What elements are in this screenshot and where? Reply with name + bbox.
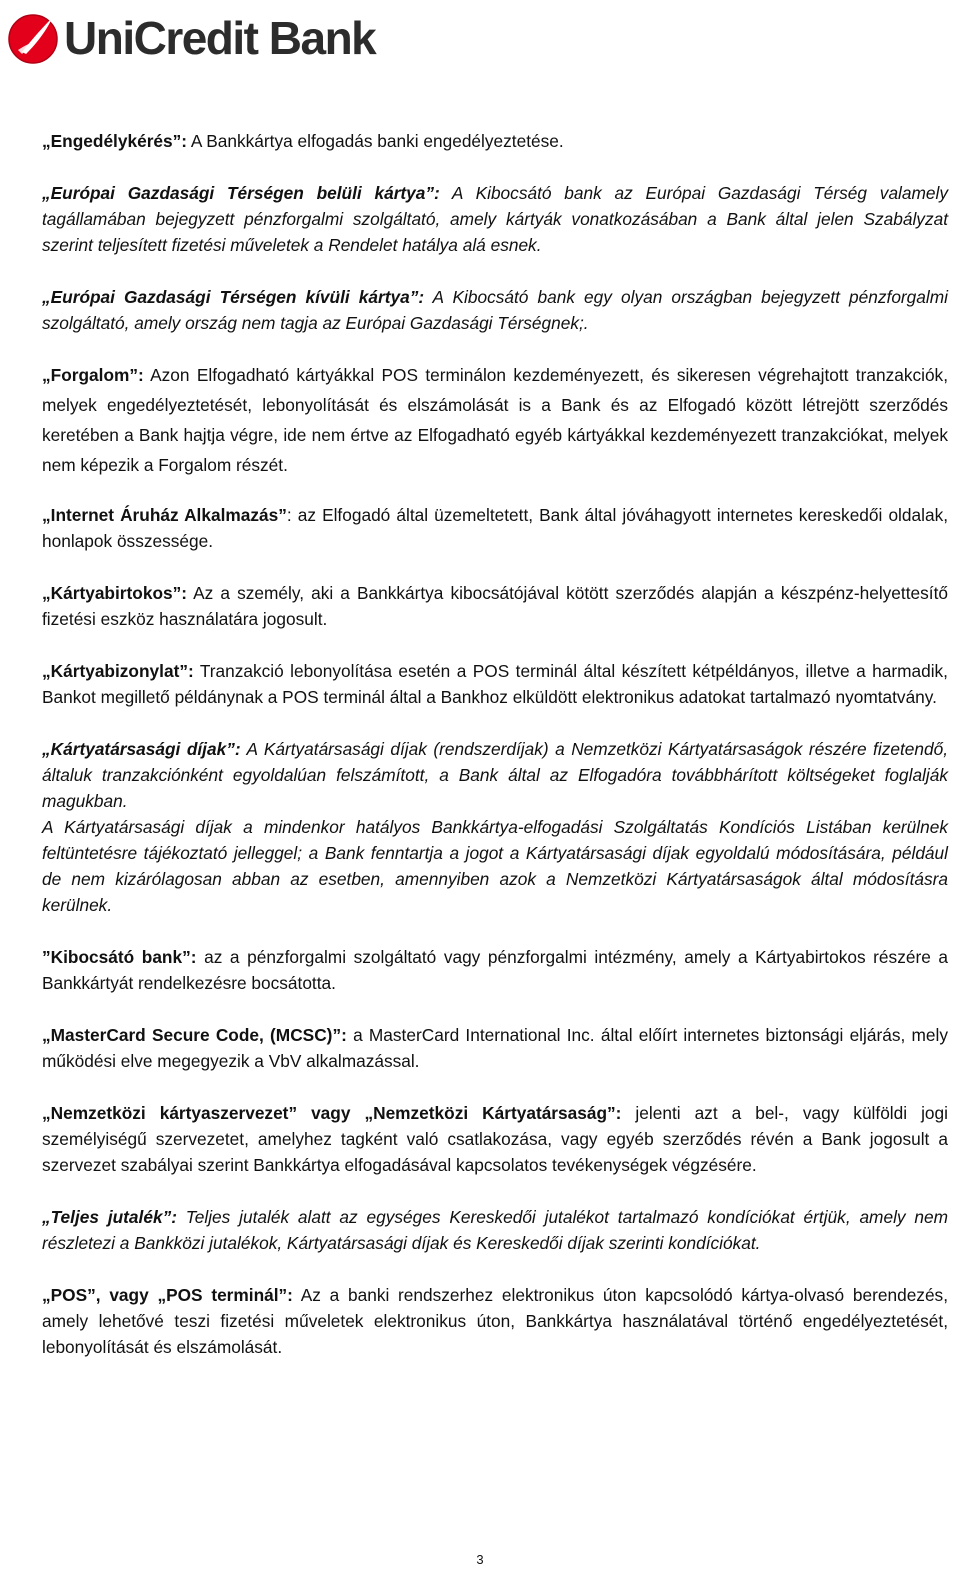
definition-body: A Kártyatársasági díjak (rendszerdíjak) a Nemzetközi Kártyatársaságok részére fizetendő, általuk tranzakciónként egyoldalúan felszámított, a Bank által az Elfogadóra továbbhárított költségeket foglalják magukban. bbox=[42, 739, 948, 811]
definition-body: A Kibocsátó bank az Európai Gazdasági Térség valamely tagállamában bejegyzett pénzforgalmi szolgáltató, amely kártyák vonatkozásában a Bank által jelen Szabályzat szerint teljesített fizetési műveletek a Rendelet hatálya alá esnek. bbox=[42, 183, 948, 255]
definition-body: A Kibocsátó bank egy olyan országban bejegyzett pénzforgalmi szolgáltató, amely ország nem tagja az Európai Gazdasági Térségnek;. bbox=[42, 287, 948, 333]
definition-forgalom bbox=[42, 360, 948, 480]
definition-body: : az Elfogadó által üzemeltetett, Bank által jóváhagyott internetes kereskedői oldalak, honlapok összessége. bbox=[42, 505, 949, 551]
definition-body: Az a személy, aki a Bankkártya kibocsátójával kötött szerződés alapján a készpénz-helyettesítő fizetési eszköz használatára jogosult. bbox=[42, 583, 948, 629]
definition-term: „Forgalom”: bbox=[42, 365, 144, 385]
definition-term: „Internet Áruház Alkalmazás” bbox=[42, 505, 287, 525]
definition-term: „Kártyatársasági díjak”: bbox=[42, 739, 241, 759]
definition-engedelykeres bbox=[42, 128, 948, 154]
definition-term: ”Kibocsátó bank”: bbox=[42, 947, 197, 967]
definition-body: A Kártyatársasági díjak a mindenkor hatályos Bankkártya-elfogadási Szolgáltatás Kondíciós Listában kerülnek feltüntetésre tájékoztató jelleggel; a Bank fenntartja a jogot a Kártyatársasági díjak egyoldalú módosítására, például de nem kizárólagosan abban az esetben, amennyiben azok a Nemzetközi Kártyatársaságok által módosításra kerülnek. bbox=[42, 817, 948, 915]
definition-body: Az a banki rendszerhez elektronikus úton kapcsolódó kártya-olvasó berendezés, amely lehetővé teszi fizetési műveletek elektronikus úton, Bankkártya használatával történő engedélyeztetését, lebonyolítását és elszámolását. bbox=[42, 1285, 948, 1357]
definition-teljes-jutalek bbox=[42, 1204, 948, 1256]
definition-term: „Európai Gazdasági Térségen kívüli kártya”: bbox=[42, 287, 425, 307]
definition-egt-kivuli-kartya bbox=[42, 284, 948, 336]
definition-term: „Engedélykérés”: bbox=[42, 131, 188, 151]
definition-pos-terminal bbox=[42, 1282, 948, 1360]
definition-body: Teljes jutalék alatt az egységes Kereskedői jutalékot tartalmazó kondíciókat értjük, amely nem részletezi a Bankközi jutalékok, Kártyatársasági díjak és Kereskedői díjak szerinti kondíciókat. bbox=[42, 1207, 948, 1253]
definition-internet-aruhaz bbox=[42, 502, 948, 554]
unicredit-logo-icon bbox=[8, 12, 58, 64]
page-number: 3 bbox=[476, 1552, 484, 1567]
definition-body: Tranzakció lebonyolítása esetén a POS terminál által készített kétpéldányos, illetve a harmadik, Bankot megillető példánynak a POS terminál által a Bankhoz elküldött elektronikus adatokat tartalmazó nyomtatvány. bbox=[42, 661, 948, 707]
definition-term: „Kártyabirtokos”: bbox=[42, 583, 188, 603]
definition-body: az a pénzforgalmi szolgáltató vagy pénzforgalmi intézmény, amely a Kártyabirtokos részére a Bankkártyát rendelkezésre bocsátotta. bbox=[42, 947, 948, 993]
definition-term: „Kártyabizonylat”: bbox=[42, 661, 194, 681]
definition-kartyatarsasagi-dijak bbox=[42, 736, 948, 814]
definition-nemzetkozi-kartyaszervezet bbox=[42, 1100, 948, 1178]
definition-term: „Európai Gazdasági Térségen belüli kártya”: bbox=[42, 183, 440, 203]
definition-egt-beluli-kartya bbox=[42, 180, 948, 258]
definition-term: „MasterCard Secure Code, (MCSC)”: bbox=[42, 1025, 347, 1045]
definition-body: Azon Elfogadható kártyákkal POS terminálon kezdeményezett, és sikeresen végrehajtott tranzakciók, melyek engedélyeztetését, lebonyolítását és elszámolását is a Bank és az Elfogadó között létrejött szerződés keretében a Bank hajtja végre, ide nem értve az Elfogadható egyéb kártyákkal kezdeményezett tranzakciókat, melyek nem képezik a Forgalom részét. bbox=[42, 365, 948, 475]
definition-kibocsato-bank bbox=[42, 944, 948, 996]
definition-kartyabirtokos bbox=[42, 580, 948, 632]
definition-body: a MasterCard International Inc. által előírt internetes biztonsági eljárás, mely működési elve megegyezik a VbV alkalmazással. bbox=[42, 1025, 948, 1071]
definition-body: jelenti azt a bel-, vagy külföldi jogi személyiségű szervezetet, amelyhez tagként való csatlakozása, vagy egyéb szerződés révén a Bank jogosult a szervezet szabályai szerint Bankkártya elfogadásával kapcsolatos tevékenységek végzésére. bbox=[42, 1103, 948, 1175]
definition-kartyatarsasagi-dijak-extra bbox=[42, 814, 948, 918]
definition-term: „Nemzetközi kártyaszervezet” vagy „Nemzetközi Kártyatársaság”: bbox=[42, 1103, 622, 1123]
logo-text: UniCredit Bank bbox=[64, 12, 376, 64]
definition-kartyabizonylat bbox=[42, 658, 948, 710]
definition-mcsc bbox=[42, 1022, 948, 1074]
definition-term: „POS”, vagy „POS terminál”: bbox=[42, 1285, 293, 1305]
definition-term: „Teljes jutalék”: bbox=[42, 1207, 177, 1227]
definition-body: A Bankkártya elfogadás banki engedélyeztetése. bbox=[187, 131, 564, 151]
definitions-list bbox=[42, 128, 948, 1360]
unicredit-logo bbox=[8, 10, 375, 66]
